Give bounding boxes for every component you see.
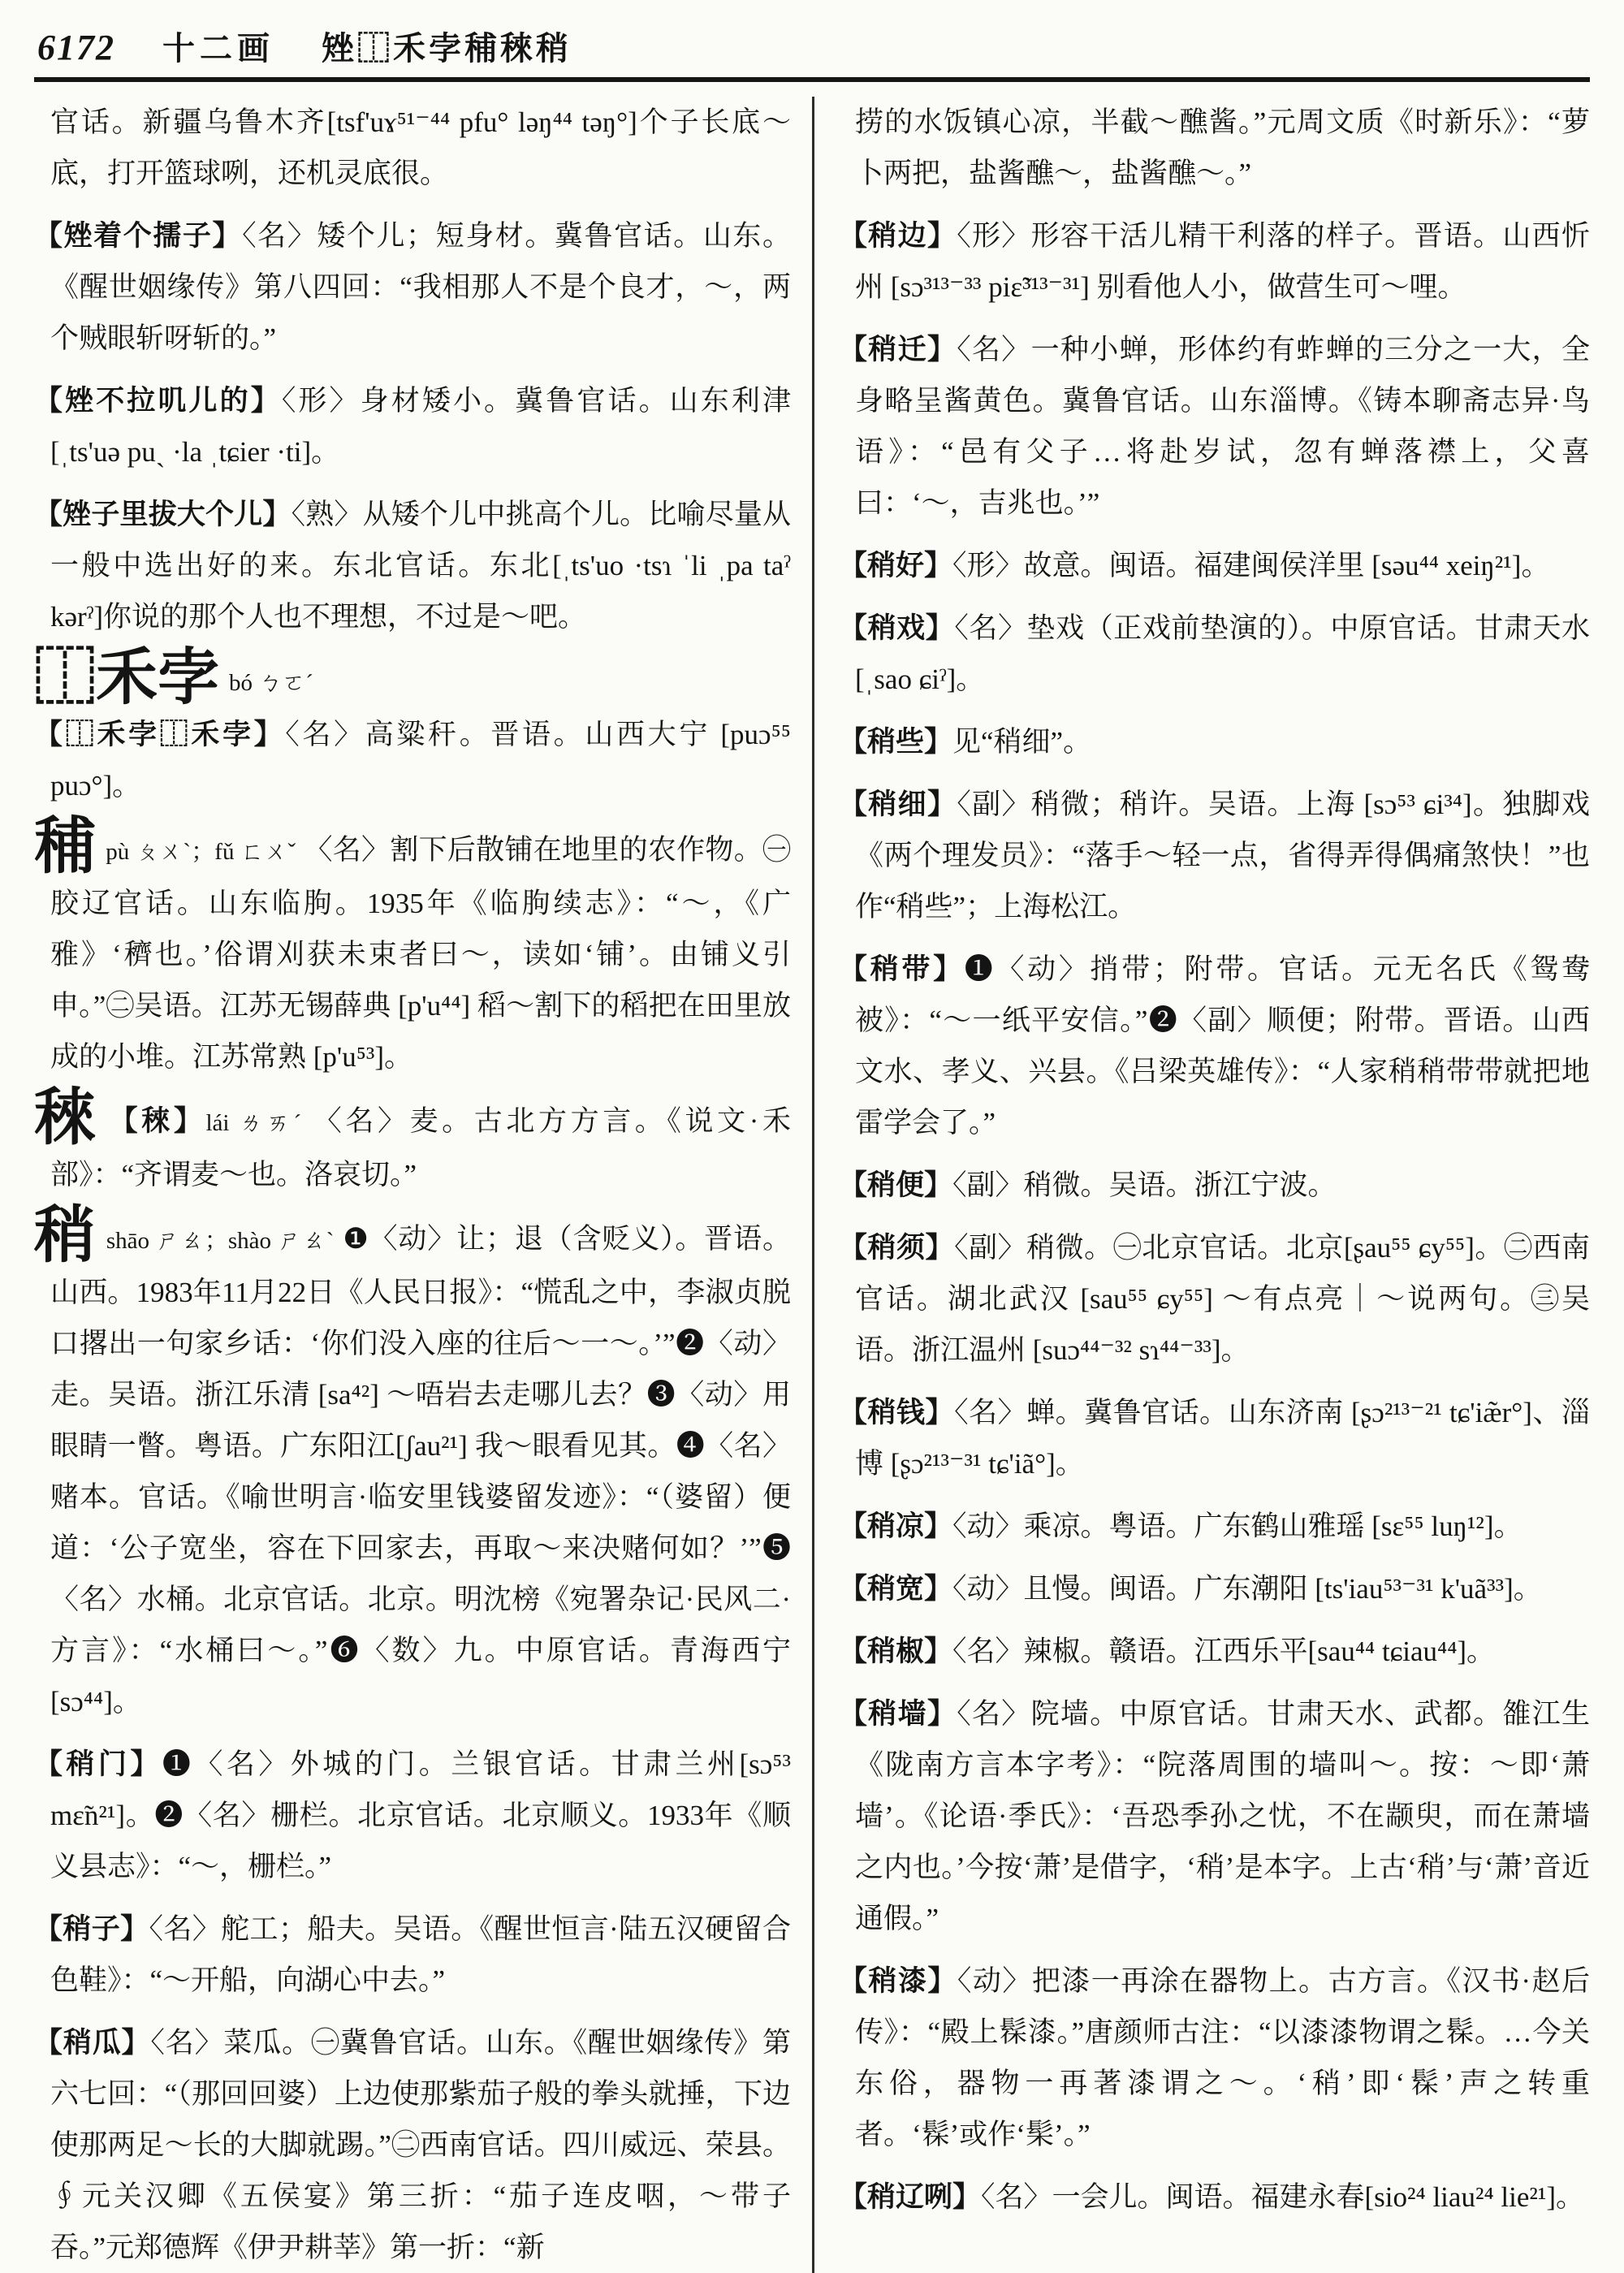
headword: 【⿰禾孛⿰禾孛】 — [34, 719, 286, 750]
entry-body: 〈副〉稍微。㊀北京官话。北京[ʂau⁵⁵ ɕy⁵⁵]。㊁西南官话。湖北武汉 [sau⁵⁵ ɕy⁵⁵] ～有点亮｜～说两句。㊂吴语。浙江温州 [suɔ⁴⁴⁻³² sɿ⁴⁴⁻³³]。 — [855, 1232, 1590, 1366]
entry-body: 〈动〉把漆一再涂在器物上。古方言。《汉书·赵后传》：“殿上髹漆。”唐颜师古注：“以漆漆物谓之髹。…今关东俗，器物一再著漆谓之～。‘稍’即‘髹’声之转重者。‘髹’或作‘髤’。” — [855, 1965, 1590, 2150]
entry-shao-qi — [839, 1955, 1590, 2160]
entry-shao-men — [34, 1739, 791, 1892]
head-character: 稍 — [34, 1202, 97, 1270]
entry-body: 〈名〉一种小蝉，形体约有蚱蝉的三分之一大，全身略呈酱黄色。冀鲁官话。山东淄博。《铸本聊斋志异·鸟语》：“邑有父子…将赴岁试，忽有蝉落襟上，父喜曰：‘～，吉兆也。’” — [855, 334, 1590, 519]
pinyin-zhuyin: bó ㄅㄛˊ — [229, 670, 313, 696]
entry-body: 〈动〉且慢。闽语。广东潮阳 [ts'iau⁵³⁻³¹ k'uã³³]。 — [952, 1573, 1542, 1605]
header-rule — [34, 77, 1590, 82]
entry-body: 〈名〉一会儿。闽语。福建永春[sio²⁴ liau²⁴ lie²¹]。 — [981, 2181, 1585, 2213]
entry-shao-xi-fine — [839, 779, 1590, 932]
entry-body: 〈动〉乘凉。粤语。广东鹤山雅瑶 [sɛ⁵⁵ luŋ¹²]。 — [952, 1510, 1522, 1542]
entry-body: 〈形〉形容干活儿精干利落的样子。晋语。山西忻州 [sɔ³¹³⁻³³ piɛ̃³¹³⁻³¹] 别看他人小，做营生可～哩。 — [855, 220, 1590, 303]
entry-shao-zi — [34, 1904, 791, 2006]
headword: 【稍门】 — [34, 1748, 162, 1780]
pinyin-zhuyin: shāo ㄕㄠ；shào ㄕㄠˋ — [106, 1228, 335, 1254]
entry-shao-qian-money — [839, 1387, 1590, 1489]
headword: 【稍迁】 — [839, 334, 957, 365]
headword: 【矬着个擩子】 — [34, 220, 243, 252]
entry-body: 〈名〉舵工；船夫。吴语。《醒世恒言·陆五汉硬留合色鞋》：“～开船，向湖心中去。” — [50, 1913, 791, 1996]
headword: 【矬不拉叽儿的】 — [34, 385, 282, 417]
pinyin-zhuyin: pù ㄆㄨˋ；fǔ ㄈㄨˇ — [106, 839, 296, 865]
entry-body: 〈名〉麦。古北方方言。《说文·禾部》：“齐谓麦～也。洛哀切。” — [50, 1105, 791, 1191]
page-number: 6172 — [37, 28, 115, 67]
continuation-paragraph — [839, 97, 1590, 199]
headword: 【稍便】 — [839, 1169, 953, 1201]
entry-cuo-bu-la-jir-de — [34, 375, 791, 478]
entry-shao-hao — [839, 540, 1590, 591]
headword: 【稍戏】 — [839, 612, 955, 644]
entry-body: 〈熟〉从矮个儿中挑高个儿。比喻尽量从一般中选出好的来。东北官话。东北[ˌts'uo ·tsɿ ˈli ˌpa taˀ kərˀ]你说的那个人也不理想，不过是～吧。 — [50, 499, 791, 633]
entry-body: 〈名〉菜瓜。㊀冀鲁官话。山东。《醒世姻缘传》第六七回：“（那回回婆）上边使那紫茄子般的拳头就捶，下边使那两足～长的大脚就踢。”㊁西南官话。四川威远、荣县。∮元关汉卿《五侯宴》第三折：“茄子连皮咽，～带子吞。”元郑德辉《伊尹耕莘》第一折：“新 — [50, 2027, 791, 2263]
entry-shao-xu — [839, 1222, 1590, 1376]
continuation-text: 官话。新疆乌鲁木齐[tsf'uɤ⁵¹⁻⁴⁴ pfu° ləŋ⁴⁴ təŋ°]个子长底～底，打开篮球咧，还机灵底很。 — [50, 106, 791, 189]
entry-shao-qiang — [839, 1688, 1590, 1944]
entry-body: 见“稍细”。 — [952, 726, 1092, 758]
headword: 【稍带】 — [839, 953, 965, 985]
headword: 【稍好】 — [839, 550, 953, 581]
entry-body: 〈名〉垫戏（正戏前垫演的）。中原官话。甘肃天水 [ˌsao ɕiˀ]。 — [855, 612, 1590, 695]
entry-shao-xie — [839, 716, 1590, 767]
entry-shao-jiao — [839, 1626, 1590, 1677]
entry-shao-kuan — [839, 1563, 1590, 1614]
entry-shao-bian-side — [839, 210, 1590, 313]
headchar-lai — [34, 1084, 791, 1200]
headword: 【稍辽咧】 — [839, 2181, 982, 2213]
head-character: ⿰禾孛 — [34, 644, 219, 712]
headword: 【稍边】 — [839, 220, 957, 252]
section-head-characters: 矬⿰禾孛秿䅘稍 — [322, 30, 572, 67]
page-header — [37, 23, 1590, 69]
pinyin-zhuyin: lái ㄌㄞˊ — [205, 1110, 305, 1136]
headword: 【稍钱】 — [839, 1397, 955, 1428]
headword: 【稍瓜】 — [34, 2027, 151, 2059]
headword: 【稍椒】 — [839, 1636, 953, 1667]
entry-shao-xi-play — [839, 603, 1590, 705]
headword: 【稍须】 — [839, 1232, 955, 1264]
entry-body: 〈名〉辣椒。赣语。江西乐平[sau⁴⁴ tɕiau⁴⁴]。 — [952, 1636, 1496, 1667]
entry-body: 〈形〉故意。闽语。福建闽侯洋里 [səu⁴⁴ xeiŋ²¹]。 — [952, 550, 1550, 581]
headchar-shao — [34, 1202, 791, 1727]
entry-body: 〈名〉高粱秆。晋语。山西大宁 [puɔ⁵⁵ puɔ°]。 — [50, 719, 791, 802]
headword: 【稍墙】 — [839, 1698, 957, 1730]
entry-bobo — [34, 709, 791, 811]
entry-shao-bian-slightly — [839, 1160, 1590, 1211]
entry-cuozi-li-ba-da-ger — [34, 489, 791, 642]
head-character: 䅘 — [34, 1084, 100, 1152]
head-character: 秿 — [34, 813, 97, 881]
entry-body: ❶〈动〉捎带；附带。官话。元无名氏《鸳鸯被》：“～一纸平安信。”❷〈副〉顺便；附带。晋语。山西文水、孝义、兴县。《吕梁英雄传》：“人家稍稍带带就把地雷学会了。” — [855, 953, 1590, 1139]
entry-shao-gua — [34, 2017, 791, 2273]
entry-shao-liang — [839, 1501, 1590, 1552]
entry-body: 〈副〉稍微；稍许。吴语。上海 [sɔ⁵³ ɕi³⁴]。独脚戏《两个理发员》：“落手～轻一点，省得弄得偶痛煞快！”也作“稍些”；上海松江。 — [855, 789, 1590, 923]
entry-cuo-zhe-ge-ruzi — [34, 210, 791, 364]
headchar-bo — [34, 644, 791, 712]
entry-body: 〈形〉身材矮小。冀鲁官话。山东利津[ˌts'uə puˎ ·la ˌtɕier ·ti]。 — [50, 385, 791, 468]
headchar-pu — [34, 813, 791, 1082]
entry-body: 〈名〉院墙。中原官话。甘肃天水、武都。雒江生《陇南方言本字考》：“院落周围的墙叫～。按：～即‘萧墙’。《论语·季氏》：‘吾恐季孙之忧，不在颛臾，而在萧墙之内也。’今按‘萧’是借字，‘稍’是本字。上古‘稍’与‘萧’音近通假。” — [855, 1698, 1590, 1934]
entry-body: 〈副〉稍微。吴语。浙江宁波。 — [952, 1169, 1337, 1201]
left-column — [34, 97, 812, 2273]
headword: 【稍子】 — [34, 1913, 149, 1945]
entry-shao-liao-lie — [839, 2171, 1590, 2223]
headword: 【稍宽】 — [839, 1573, 953, 1605]
continuation-paragraph — [34, 97, 791, 199]
entry-shao-qian-cicada-small — [839, 324, 1590, 529]
headword: 【矬子里拔大个儿】 — [34, 499, 292, 530]
variant-headword: 【䅘】 — [109, 1105, 206, 1137]
continuation-text: 捞的水饭镇心凉，半截～醮酱。”元周文质《时新乐》：“萝卜两把，盐酱醮～，盐酱醮～。” — [855, 106, 1590, 189]
entry-body: ❶〈动〉让；退（含贬义）。晋语。山西。1983年11月22日《人民日报》：“慌乱之中，李淑贞脱口撂出一句家乡话：‘你们没入座的往后～一～。’”❷〈动〉走。吴语。浙江乐清 [sa⁴²] ～唔岩去走哪儿去？❸〈动〉用眼睛一瞥。粤语。广东阳江[ʃau²¹] 我～眼看见其。❹〈名〉赌本。官话。《喻世明言·临安里钱婆留发迹》：“（婆留）便道：‘公子宽坐，容在下回家去，再取～来决赌何如？’”❺〈名〉水桶。北京官话。北京。明沈榜《宛署杂记·民风二·方言》：“水桶曰～。”❻〈数〉九。中原官话。青海西宁[sɔ⁴⁴]。 — [50, 1223, 791, 1718]
entry-body: 〈名〉割下后散铺在地里的农作物。㊀胶辽官话。山东临朐。1935年《临朐续志》：“～，《广雅》‘穧也。’俗谓刈获未束者曰～，读如‘铺’。由铺义引申。”㊁吴语。江苏无锡薛典 [p'u⁴⁴] 稻～割下的稻把在田里放成的小堆。江苏常熟 [p'u⁵³]。 — [50, 834, 791, 1073]
right-column — [812, 97, 1590, 2273]
entry-body: ❶〈名〉外城的门。兰银官话。甘肃兰州[sɔ⁵³ mɛ̃n²¹]。❷〈名〉栅栏。北京官话。北京顺义。1933年《顺义县志》：“～，栅栏。” — [50, 1748, 791, 1882]
headword: 【稍些】 — [839, 726, 953, 758]
entry-body: 〈名〉矮个儿；短身材。冀鲁官话。山东。《醒世姻缘传》第八四回：“我相那人不是个良才，～，两个贼眼斩呀斩的。” — [50, 220, 791, 354]
headword: 【稍凉】 — [839, 1510, 953, 1542]
headword: 【稍细】 — [839, 789, 957, 820]
two-column-body — [34, 97, 1590, 2273]
entry-shao-dai — [839, 944, 1590, 1148]
entry-body: 〈名〉蝉。冀鲁官话。山东济南 [ʂɔ²¹³⁻²¹ tɕ'iæ̃r°]、淄博 [ʂɔ²¹³⁻³¹ tɕ'iã°]。 — [855, 1397, 1590, 1480]
headword: 【稍漆】 — [839, 1965, 957, 1997]
stroke-count-section: 十二画 — [162, 30, 274, 67]
